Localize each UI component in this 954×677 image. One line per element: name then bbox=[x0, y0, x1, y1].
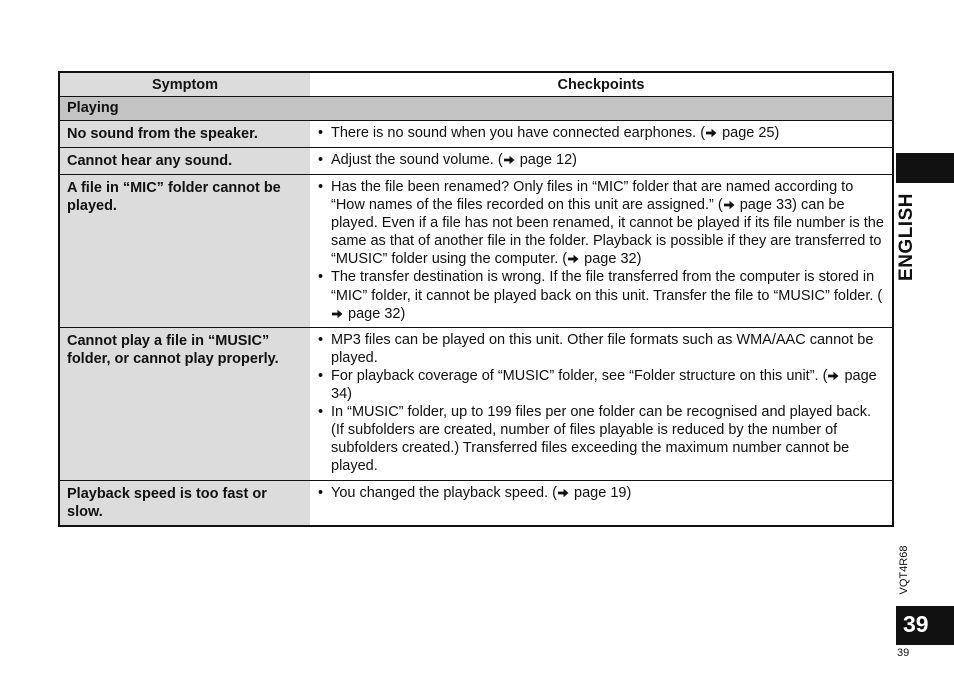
arrow-right-icon bbox=[332, 309, 343, 319]
arrow-right-icon bbox=[706, 128, 717, 138]
troubleshooting-table bbox=[58, 71, 894, 527]
model-code bbox=[894, 540, 914, 600]
checkpoints-cell bbox=[310, 148, 893, 175]
checkpoints-cell bbox=[310, 121, 893, 148]
arrow-right-icon bbox=[724, 200, 735, 210]
language-tab-marker bbox=[896, 153, 954, 183]
model-code-label: VQT4R68 bbox=[898, 545, 910, 595]
table-row bbox=[59, 148, 893, 175]
checkpoint-item: • Adjust the sound volume. ( page 12) bbox=[317, 151, 884, 169]
page-number: 39 bbox=[903, 611, 929, 637]
checkpoint-item: • Has the file been renamed? Only files in “MIC” folder that are named according to “How names of the files recorded on this unit are assigned.” ( page 33) can be played. Even if a file has not been renamed, it cannot be played if its file number is the same as that of another file in the folder. Playback is possible if they are transferred to “MUSIC” folder using the computer. ( page 32) bbox=[317, 178, 884, 268]
checkpoint-item: • There is no sound when you have connected earphones. ( page 25) bbox=[317, 124, 884, 142]
checkpoints-cell bbox=[310, 175, 893, 328]
checkpoints-cell bbox=[310, 327, 893, 480]
symptom-cell: No sound from the speaker. bbox=[59, 121, 310, 148]
checkpoint-item: • You changed the playback speed. ( page 19) bbox=[317, 484, 884, 502]
arrow-right-icon bbox=[828, 371, 839, 381]
page-number-box bbox=[896, 606, 954, 645]
arrow-right-icon bbox=[558, 488, 569, 498]
symptom-cell: Cannot hear any sound. bbox=[59, 148, 310, 175]
symptom-cell: Cannot play a file in “MUSIC” folder, or cannot play properly. bbox=[59, 327, 310, 480]
table-row bbox=[59, 480, 893, 526]
symptom-cell: A file in “MIC” folder cannot be played. bbox=[59, 175, 310, 328]
checkpoint-item: • The transfer destination is wrong. If the file transferred from the computer is stored in “MIC” folder, it cannot be played back on this unit. Transfer the file to “MUSIC” folder. ( page 32) bbox=[317, 268, 884, 322]
checkpoint-item: • In “MUSIC” folder, up to 199 files per one folder can be recognised and played back. (If subfolders are created, number of files playable is reduced by the number of subfolders created.) Transferred files exceeding the maximum number cannot be played. bbox=[317, 403, 884, 475]
section-heading: Playing bbox=[59, 97, 893, 121]
arrow-right-icon bbox=[568, 254, 579, 264]
table-row bbox=[59, 327, 893, 480]
checkpoint-item: • MP3 files can be played on this unit. Other file formats such as WMA/AAC cannot be played. bbox=[317, 331, 884, 367]
symptom-cell: Playback speed is too fast or slow. bbox=[59, 480, 310, 526]
page-number-small: 39 bbox=[897, 647, 910, 659]
arrow-right-icon bbox=[504, 155, 515, 165]
checkpoints-cell bbox=[310, 480, 893, 526]
table-row bbox=[59, 175, 893, 328]
language-tab-label: ENGLISH bbox=[896, 192, 917, 281]
checkpoint-item: • For playback coverage of “MUSIC” folder, see “Folder structure on this unit”. ( page 34) bbox=[317, 367, 884, 403]
header-checkpoints: Checkpoints bbox=[310, 72, 893, 97]
language-tab bbox=[895, 189, 919, 284]
table-row bbox=[59, 121, 893, 148]
header-symptom: Symptom bbox=[59, 72, 310, 97]
